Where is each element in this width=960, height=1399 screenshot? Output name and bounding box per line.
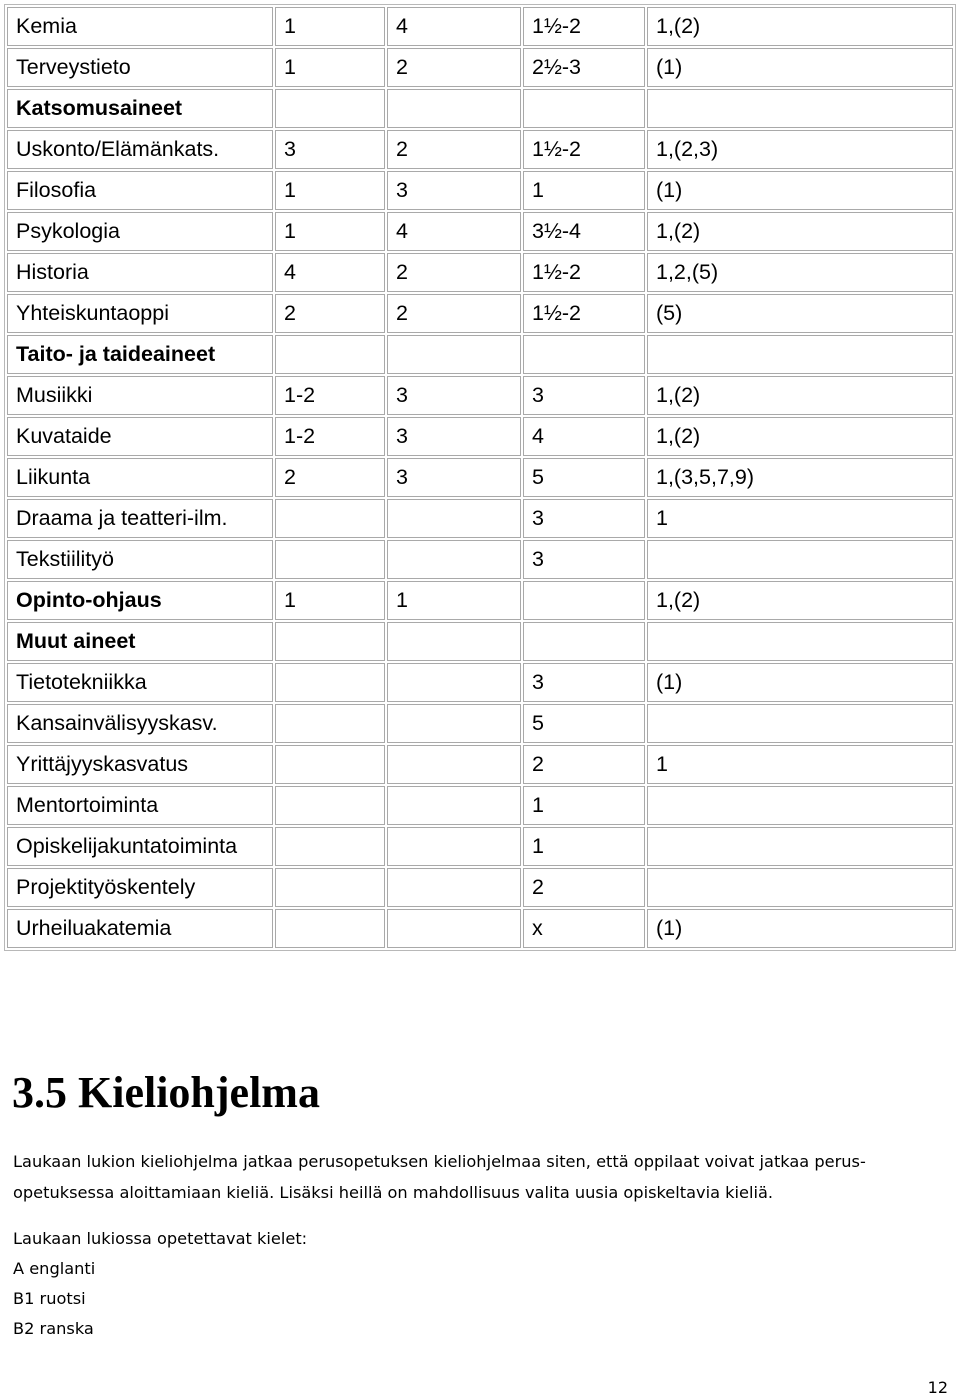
language-item: B1 ruotsi xyxy=(13,1289,86,1308)
value-cell: 1 xyxy=(523,786,645,825)
subject-cell: Taito- ja taideaineet xyxy=(7,335,273,374)
subject-cell: Terveystieto xyxy=(7,48,273,87)
subject-cell: Tekstiilityö xyxy=(7,540,273,579)
value-cell: 4 xyxy=(387,212,521,251)
value-cell xyxy=(647,540,953,579)
value-cell xyxy=(647,622,953,661)
value-cell xyxy=(275,909,385,948)
table-row xyxy=(7,7,953,46)
value-cell xyxy=(387,540,521,579)
subject-cell: Historia xyxy=(7,253,273,292)
value-cell xyxy=(523,89,645,128)
value-cell xyxy=(647,786,953,825)
value-cell xyxy=(523,335,645,374)
value-cell xyxy=(647,89,953,128)
value-cell xyxy=(275,335,385,374)
value-cell: 2 xyxy=(275,458,385,497)
value-cell xyxy=(387,786,521,825)
value-cell: 1,(2) xyxy=(647,376,953,415)
value-cell: x xyxy=(523,909,645,948)
value-cell: 4 xyxy=(275,253,385,292)
subject-cell: Kuvataide xyxy=(7,417,273,456)
value-cell: 5 xyxy=(523,704,645,743)
value-cell: 3 xyxy=(387,171,521,210)
table-row xyxy=(7,868,953,907)
value-cell: 4 xyxy=(523,417,645,456)
value-cell: 1,(2) xyxy=(647,212,953,251)
subject-cell: Kemia xyxy=(7,7,273,46)
value-cell: 2 xyxy=(523,745,645,784)
subject-cell: Filosofia xyxy=(7,171,273,210)
subject-cell: Muut aineet xyxy=(7,622,273,661)
table-row xyxy=(7,499,953,538)
value-cell xyxy=(523,622,645,661)
subject-cell: Liikunta xyxy=(7,458,273,497)
value-cell: 3 xyxy=(387,376,521,415)
value-cell xyxy=(647,827,953,866)
value-cell xyxy=(275,827,385,866)
value-cell: 1-2 xyxy=(275,417,385,456)
value-cell: 2 xyxy=(387,130,521,169)
section-paragraph: Laukaan lukion kieliohjelma jatkaa perusopetuksen kieliohjelmaa siten, että oppilaat voivat jatkaa perus-opetuksessa aloittamiaan kieliä. Lisäksi heillä on mahdollisuus valita uusia opiskeltavia kieliä. xyxy=(13,1152,866,1202)
table-row xyxy=(7,704,953,743)
value-cell: 1 xyxy=(275,212,385,251)
subject-cell: Mentortoiminta xyxy=(7,786,273,825)
value-cell: 3 xyxy=(523,663,645,702)
value-cell: 1-2 xyxy=(275,376,385,415)
value-cell xyxy=(523,581,645,620)
group-header-row xyxy=(7,581,953,620)
value-cell: 4 xyxy=(387,7,521,46)
value-cell: 1 xyxy=(523,171,645,210)
group-header-row xyxy=(7,622,953,661)
value-cell: 1 xyxy=(523,827,645,866)
value-cell xyxy=(387,704,521,743)
value-cell: 3 xyxy=(523,540,645,579)
group-header-row xyxy=(7,335,953,374)
value-cell: 2 xyxy=(387,48,521,87)
table-row xyxy=(7,540,953,579)
table-row xyxy=(7,909,953,948)
value-cell: 1 xyxy=(275,171,385,210)
subject-cell: Opinto-ohjaus xyxy=(7,581,273,620)
subject-table xyxy=(4,4,956,951)
subject-cell: Urheiluakatemia xyxy=(7,909,273,948)
value-cell: 1½-2 xyxy=(523,253,645,292)
value-cell: 2 xyxy=(387,253,521,292)
value-cell: (1) xyxy=(647,171,953,210)
table-row xyxy=(7,294,953,333)
value-cell: 2 xyxy=(275,294,385,333)
table-row xyxy=(7,786,953,825)
value-cell: 1 xyxy=(387,581,521,620)
language-item: B2 ranska xyxy=(13,1319,94,1338)
table-row xyxy=(7,663,953,702)
value-cell xyxy=(387,868,521,907)
value-cell: 3 xyxy=(387,458,521,497)
value-cell: 3 xyxy=(387,417,521,456)
table-row xyxy=(7,171,953,210)
value-cell xyxy=(647,704,953,743)
value-cell xyxy=(387,745,521,784)
value-cell xyxy=(647,868,953,907)
page-number: 12 xyxy=(927,1378,948,1397)
value-cell xyxy=(275,704,385,743)
value-cell: 1,(3,5,7,9) xyxy=(647,458,953,497)
subject-cell: Kansainvälisyyskasv. xyxy=(7,704,273,743)
table-row xyxy=(7,417,953,456)
value-cell: 1,(2) xyxy=(647,417,953,456)
value-cell xyxy=(275,663,385,702)
table-row xyxy=(7,745,953,784)
value-cell: 1 xyxy=(275,581,385,620)
language-list xyxy=(13,1224,307,1344)
subject-cell: Psykologia xyxy=(7,212,273,251)
value-cell xyxy=(275,540,385,579)
value-cell xyxy=(275,786,385,825)
value-cell: 3 xyxy=(523,376,645,415)
section-heading: 3.5 Kieliohjelma xyxy=(12,1068,320,1117)
value-cell: (5) xyxy=(647,294,953,333)
subject-cell: Tietotekniikka xyxy=(7,663,273,702)
value-cell xyxy=(387,663,521,702)
value-cell: 3½-4 xyxy=(523,212,645,251)
value-cell xyxy=(387,827,521,866)
subject-cell: Musiikki xyxy=(7,376,273,415)
table-row xyxy=(7,48,953,87)
value-cell xyxy=(275,868,385,907)
value-cell: 1½-2 xyxy=(523,294,645,333)
table-row xyxy=(7,130,953,169)
subject-cell: Yhteiskuntaoppi xyxy=(7,294,273,333)
subject-cell: Yrittäjyyskasvatus xyxy=(7,745,273,784)
value-cell: 1,(2) xyxy=(647,7,953,46)
table-row xyxy=(7,253,953,292)
language-item: A englanti xyxy=(13,1259,96,1278)
value-cell: 1,2,(5) xyxy=(647,253,953,292)
subject-cell: Uskonto/Elämänkats. xyxy=(7,130,273,169)
value-cell: 1½-2 xyxy=(523,130,645,169)
subject-cell: Projektityöskentely xyxy=(7,868,273,907)
value-cell xyxy=(387,335,521,374)
subject-cell: Katsomusaineet xyxy=(7,89,273,128)
table-row xyxy=(7,827,953,866)
value-cell xyxy=(387,909,521,948)
value-cell xyxy=(275,745,385,784)
value-cell xyxy=(275,622,385,661)
value-cell: 3 xyxy=(275,130,385,169)
value-cell: 1,(2,3) xyxy=(647,130,953,169)
value-cell: (1) xyxy=(647,663,953,702)
table-row xyxy=(7,458,953,497)
value-cell xyxy=(647,335,953,374)
value-cell: 1,(2) xyxy=(647,581,953,620)
subject-cell: Draama ja teatteri-ilm. xyxy=(7,499,273,538)
value-cell xyxy=(387,499,521,538)
value-cell: 1 xyxy=(647,745,953,784)
value-cell: 1 xyxy=(275,7,385,46)
value-cell xyxy=(275,499,385,538)
table-row xyxy=(7,376,953,415)
value-cell: 2 xyxy=(523,868,645,907)
value-cell: 1 xyxy=(647,499,953,538)
value-cell xyxy=(275,89,385,128)
value-cell: 1 xyxy=(275,48,385,87)
value-cell: (1) xyxy=(647,48,953,87)
value-cell: 3 xyxy=(523,499,645,538)
value-cell: 2 xyxy=(387,294,521,333)
value-cell: 1½-2 xyxy=(523,7,645,46)
value-cell: (1) xyxy=(647,909,953,948)
value-cell: 5 xyxy=(523,458,645,497)
value-cell xyxy=(387,89,521,128)
value-cell: 2½-3 xyxy=(523,48,645,87)
subject-cell: Opiskelijakuntatoiminta xyxy=(7,827,273,866)
language-list-title: Laukaan lukiossa opetettavat kielet: xyxy=(13,1229,308,1248)
table-row xyxy=(7,212,953,251)
value-cell xyxy=(387,622,521,661)
group-header-row xyxy=(7,89,953,128)
